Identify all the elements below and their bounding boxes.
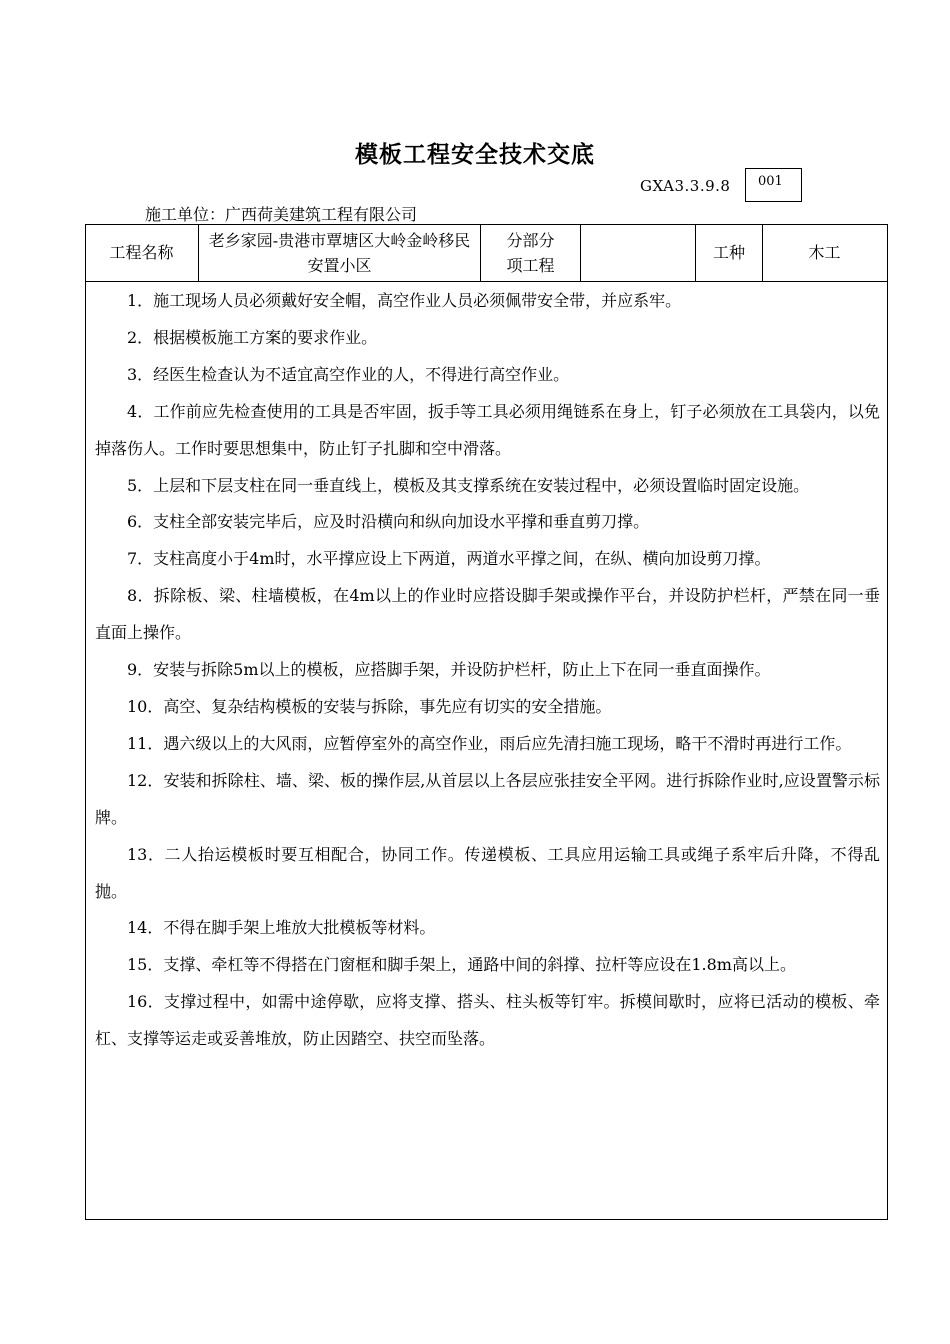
project-name-value: 老乡家园-贵港市覃塘区大岭金岭移民安置小区 bbox=[199, 224, 481, 281]
safety-item: 4．工作前应先检查使用的工具是否牢固，扳手等工具必须用绳链系在身上，钉子必须放在工具袋内，以免掉落伤人。工作时要思想集中，防止钉子扎脚和空中滑落。 bbox=[95, 401, 880, 458]
safety-item: 6．支柱全部安装完毕后，应及时沿横向和纵向加设水平撑和垂直剪刀撑。 bbox=[127, 512, 650, 532]
header-row bbox=[85, 224, 888, 282]
safety-item: 16．支撑过程中，如需中途停歇，应将支撑、搭头、柱头板等钉牢。拆模间歇时，应将已活动的模板、牵杠、支撑等运走或妥善堆放，防止因踏空、扶空而坠落。 bbox=[95, 992, 880, 1049]
safety-item: 3．经医生检查认为不适宜高空作业的人，不得进行高空作业。 bbox=[127, 364, 570, 384]
trade-value: 木工 bbox=[808, 243, 841, 262]
safety-items bbox=[95, 283, 880, 1058]
safety-item: 7．支柱高度小于4m时，水平撑应设上下两道，两道水平撑之间，在纵、横向加设剪刀撑。 bbox=[127, 549, 771, 569]
safety-item: 8．拆除板、梁、柱墙模板，在4m以上的作业时应搭设脚手架或操作平台，并设防护栏杆，严禁在同一垂直面上操作。 bbox=[95, 586, 880, 643]
safety-item: 9．安装与拆除5m以上的模板，应搭脚手架，并设防护栏杆，防止上下在同一垂直面操作。 bbox=[127, 660, 771, 680]
safety-item: 1．施工现场人员必须戴好安全帽，高空作业人员必须佩带安全带，并应系牢。 bbox=[127, 291, 682, 310]
construction-unit: 施工单位：广西荷美建筑工程有限公司 bbox=[145, 205, 418, 224]
safety-item: 12．安装和拆除柱、墙、梁、板的操作层,从首层以上各层应张挂安全平网。进行拆除作业时,应设置警示标牌。 bbox=[95, 770, 880, 827]
safety-item: 14．不得在脚手架上堆放大批模板等材料。 bbox=[127, 918, 436, 938]
sub-project-label: 分部分项工程 bbox=[481, 224, 581, 281]
project-name-label: 工程名称 bbox=[85, 224, 199, 281]
safety-item: 15．支撑、牵杠等不得搭在门窗框和脚手架上，通路中间的斜撑、拉杆等应设在1.8m高以上。 bbox=[127, 955, 796, 975]
trade-label: 工种 bbox=[696, 224, 763, 281]
safety-item: 10．高空、复杂结构模板的安装与拆除，事先应有切实的安全措施。 bbox=[127, 696, 612, 716]
sub-project-value bbox=[581, 224, 696, 281]
document-number-box: 001 bbox=[745, 168, 802, 202]
safety-item: 5．上层和下层支柱在同一垂直线上，模板及其支撑系统在安装过程中，必须设置临时固定设施。 bbox=[127, 475, 810, 495]
document-code: GXA3.3.9.8 bbox=[640, 177, 731, 195]
safety-item: 2．根据模板施工方案的要求作业。 bbox=[127, 327, 378, 347]
safety-item: 11．遇六级以上的大风雨，应暂停室外的高空作业，雨后应先清扫施工现场，略干不滑时再进行工作。 bbox=[127, 733, 852, 753]
safety-item: 13．二人抬运模板时要互相配合，协同工作。传递模板、工具应用运输工具或绳子系牢后升降，不得乱抛。 bbox=[95, 844, 880, 901]
document-title: 模板工程安全技术交底 bbox=[355, 141, 595, 168]
